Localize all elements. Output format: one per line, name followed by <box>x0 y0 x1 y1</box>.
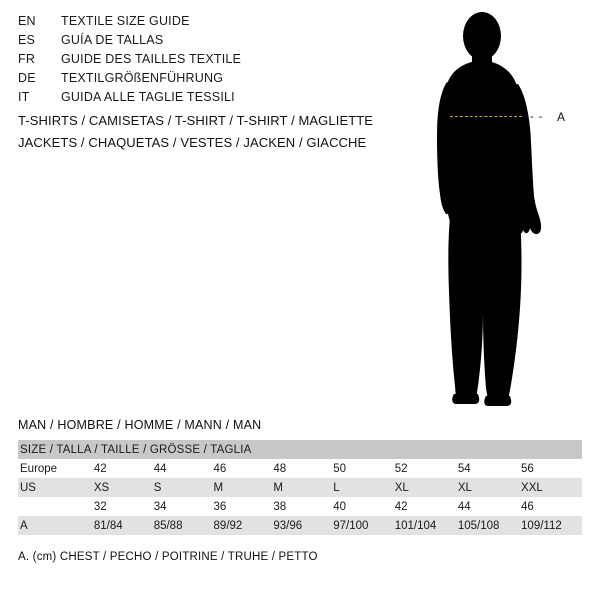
table-row <box>18 516 582 535</box>
row-label: A <box>18 516 92 535</box>
row-value: 46 <box>519 497 582 516</box>
size-table-wrapper <box>18 440 582 535</box>
row-label <box>18 497 92 516</box>
row-value: 38 <box>271 497 331 516</box>
language-title: GUIDA ALLE TAGLIE TESSILI <box>61 90 235 104</box>
row-value: L <box>331 478 393 497</box>
language-code: EN <box>18 14 36 28</box>
language-title: GUIDE DES TAILLES TEXTILE <box>61 52 242 66</box>
row-value: S <box>152 478 212 497</box>
measurement-footnote: A. (cm) CHEST / PECHO / POITRINE / TRUHE / PETTO <box>18 551 318 563</box>
row-value: 32 <box>92 497 152 516</box>
chest-measure-marker: - - <box>530 111 544 123</box>
row-value: 48 <box>271 459 331 478</box>
row-label: US <box>18 478 92 497</box>
language-title: TEXTILGRÖßENFÜHRUNG <box>61 71 224 85</box>
row-value: XS <box>92 478 152 497</box>
row-value: 97/100 <box>331 516 393 535</box>
size-table <box>18 440 582 535</box>
language-list <box>18 14 398 109</box>
language-row <box>18 90 398 109</box>
language-row <box>18 33 398 52</box>
row-value: 36 <box>212 497 272 516</box>
row-value: 81/84 <box>92 516 152 535</box>
row-value: 105/108 <box>456 516 519 535</box>
row-value: 85/88 <box>152 516 212 535</box>
language-code: ES <box>18 33 36 47</box>
language-row <box>18 71 398 90</box>
language-code: IT <box>18 90 30 104</box>
row-value: 56 <box>519 459 582 478</box>
row-value: 101/104 <box>393 516 456 535</box>
row-value: 44 <box>456 497 519 516</box>
male-silhouette-icon <box>400 8 600 408</box>
language-row <box>18 14 398 33</box>
table-header-row <box>18 440 582 459</box>
row-value: XXL <box>519 478 582 497</box>
row-value: XL <box>393 478 456 497</box>
row-value: 44 <box>152 459 212 478</box>
row-value: 46 <box>212 459 272 478</box>
language-code: FR <box>18 52 36 66</box>
row-value: 40 <box>331 497 393 516</box>
row-value: 109/112 <box>519 516 582 535</box>
garment-category-list <box>18 110 418 154</box>
row-value: 42 <box>92 459 152 478</box>
language-title: GUÍA DE TALLAS <box>61 33 164 47</box>
row-value: 52 <box>393 459 456 478</box>
row-value: XL <box>456 478 519 497</box>
table-header-cell: SIZE / TALLA / TAILLE / GRÖSSE / TAGLIA <box>18 440 582 459</box>
language-code: DE <box>18 71 36 85</box>
row-value: 50 <box>331 459 393 478</box>
table-title: MAN / HOMBRE / HOMME / MANN / MAN <box>18 418 262 432</box>
table-row <box>18 459 582 478</box>
garment-line-tshirts: T-SHIRTS / CAMISETAS / T-SHIRT / T-SHIRT / MAGLIETTE <box>18 113 374 128</box>
language-row <box>18 52 398 71</box>
chest-measure-label: A <box>557 110 566 124</box>
language-title: TEXTILE SIZE GUIDE <box>61 14 190 28</box>
row-value: 93/96 <box>271 516 331 535</box>
chest-measure-line <box>450 116 522 117</box>
row-value: 54 <box>456 459 519 478</box>
garment-line-jackets: JACKETS / CHAQUETAS / VESTES / JACKEN / GIACCHE <box>18 135 367 150</box>
row-value: M <box>212 478 272 497</box>
table-row <box>18 478 582 497</box>
table-row <box>18 497 582 516</box>
row-value: 89/92 <box>212 516 272 535</box>
figure-area <box>400 8 600 408</box>
row-value: 42 <box>393 497 456 516</box>
row-value: 34 <box>152 497 212 516</box>
row-label: Europe <box>18 459 92 478</box>
row-value: M <box>271 478 331 497</box>
